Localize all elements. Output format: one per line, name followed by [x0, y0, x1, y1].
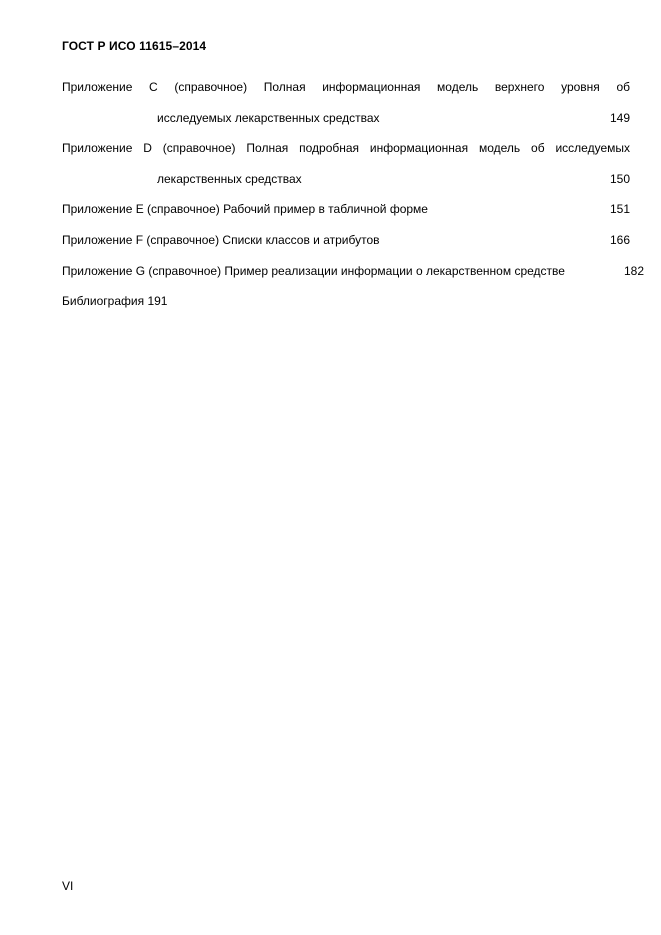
- toc-page-number: 166: [609, 232, 630, 247]
- table-of-contents: [62, 78, 644, 323]
- toc-entry-title: Приложение F (справочное) Списки классов и атрибутов: [62, 232, 380, 247]
- toc-page-number: 182: [623, 263, 644, 278]
- toc-entry-title-continued: исследуемых лекарственных средствах: [157, 110, 380, 125]
- toc-entry-appendix-g: [62, 262, 644, 293]
- toc-line: [62, 170, 630, 201]
- toc-page-number: 149: [609, 110, 630, 125]
- toc-entry-appendix-e: [62, 200, 630, 231]
- toc-entry-appendix-c: [62, 78, 630, 139]
- toc-entry-bibliography: [62, 292, 630, 323]
- toc-entry-appendix-f: [62, 231, 630, 262]
- toc-entry-title: Приложение E (справочное) Рабочий пример в табличной форме: [62, 202, 428, 217]
- toc-line: [62, 139, 630, 170]
- toc-entry-appendix-d: [62, 139, 630, 200]
- toc-entry-title: Приложение C (справочное) Полная информационная модель верхнего уровня об: [62, 80, 630, 94]
- toc-entry-title-continued: лекарственных средствах: [157, 171, 302, 186]
- toc-page-number: 151: [609, 202, 630, 217]
- toc-entry-title: Приложение G (справочное) Пример реализации информации о лекарственном средстве: [62, 263, 565, 278]
- toc-entry-title: Приложение D (справочное) Полная подробная информационная модель об исследуемых: [62, 141, 630, 156]
- toc-entry-title: Библиография: [62, 294, 145, 309]
- toc-page-number: 150: [609, 171, 630, 186]
- document-header: ГОСТ Р ИСО 11615–2014: [62, 39, 207, 53]
- page-number-footer: VI: [62, 879, 74, 893]
- toc-line: [62, 109, 630, 140]
- toc-page-number: 191: [147, 294, 168, 309]
- toc-line: [62, 78, 630, 109]
